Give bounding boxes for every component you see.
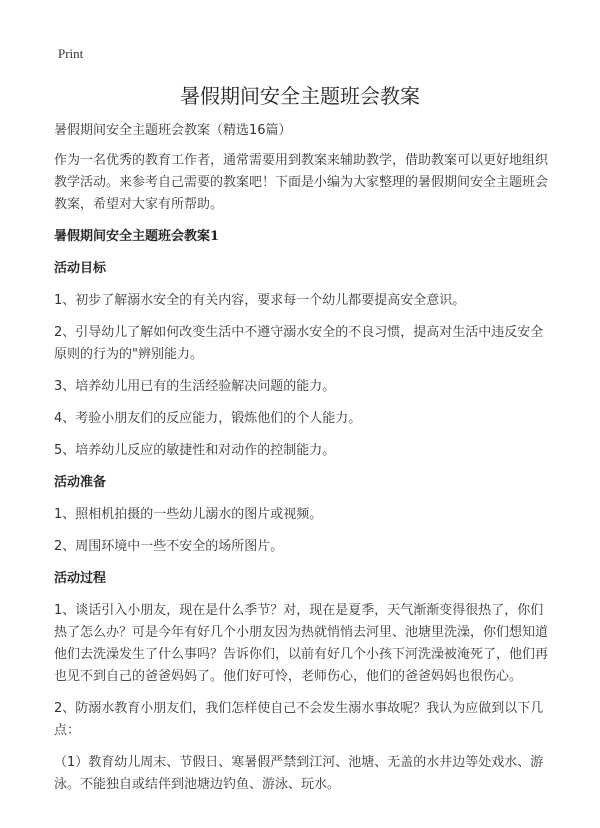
prep-heading: 活动准备 [54,475,107,490]
page-title: 暑假期间安全主题班会教案 [180,84,420,108]
prep-item: 1、照相机拍摄的一些幼儿溺水的图片或视频。 [54,507,323,522]
print-link[interactable]: Print [58,46,84,61]
goals-heading: 活动目标 [54,261,107,276]
prep-item: 2、周围环境中一些不安全的场所图片。 [54,539,284,554]
goal-item: 5、培养幼儿反应的敏捷性和对动作的控制能力。 [54,443,336,458]
process-item: （1）教育幼儿周末、节假日、寒暑假严禁到江河、池塘、无盖的水井边等处戏水、游泳。不能独自或结伴到池塘边钓鱼、游泳、玩水。 [54,755,544,792]
section-title: 暑假期间安全主题班会教案1 [54,229,220,244]
subtitle: 暑假期间安全主题班会教案（精选16篇） [54,123,292,138]
intro-paragraph: 作为一名优秀的教育工作者，通常需要用到教案来辅助教学，借助教案可以更好地组织教学活动。来参考自己需要的教案吧！下面是小编为大家整理的暑假期间安全主题班会教案，希望对大家有所帮助。 [54,153,549,212]
process-heading: 活动过程 [54,571,107,586]
goal-item: 4、考验小朋友们的反应能力，锻炼他们的个人能力。 [54,411,362,426]
goal-item: 2、引导幼儿了解如何改变生活中不遵守溺水安全的不良习惯，提高对生活中违反安全原则的行为的"辨别能力。 [54,325,544,362]
process-item: 1、谈话引入小朋友，现在是什么季节？对，现在是夏季，天气渐渐变得很热了，你们热了怎么办？可是今年有好几个小朋友因为热就悄悄去河里、池塘里洗澡，你们想知道他们去洗澡发生了什么事吗？告诉你们，以前有好几个小孩下河洗澡被淹死了，他们再也见不到自己的爸爸妈妈了。他们好可怜，老师伤心，他们的爸爸妈妈也很伤心。 [54,603,549,684]
goal-item: 3、培养幼儿用已有的生活经验解决问题的能力。 [54,379,336,394]
goal-item: 1、初步了解溺水安全的有关内容，要求每一个幼儿都要提高安全意识。 [54,293,466,308]
process-item: 2、防溺水教育小朋友们，我们怎样使自己不会发生溺水事故呢？我认为应做到以下几点： [54,701,544,738]
document-content [54,120,554,806]
